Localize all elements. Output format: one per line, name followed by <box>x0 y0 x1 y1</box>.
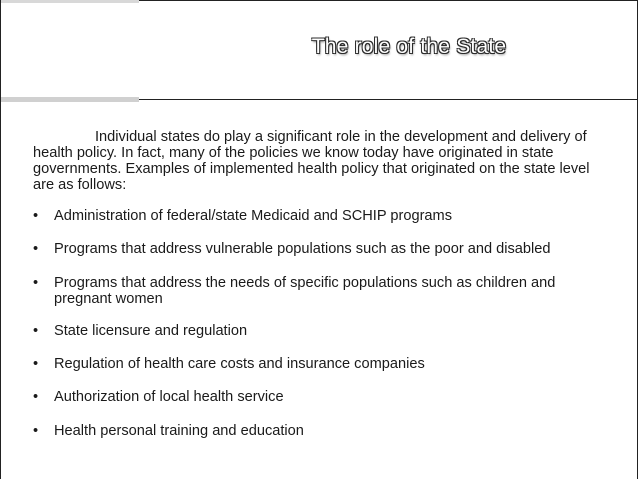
slide-title: The role of the State <box>311 35 507 58</box>
list-item-text: Programs that address the needs of specific populations such as children and pregnant women <box>54 275 556 307</box>
bullet-icon: • <box>33 323 39 339</box>
intro-paragraph: Individual states do play a significant role in the development and delivery of health policy. In fact, many of the policies we know today have originated in state governments. Examples of implemented health policy that originated on the state level are as follows: <box>33 129 590 193</box>
bullet-icon: • <box>33 423 39 439</box>
list-item <box>33 356 613 372</box>
bullet-icon: • <box>33 275 39 291</box>
title-box <box>0 0 638 100</box>
list-item <box>33 275 613 307</box>
bullet-icon: • <box>33 241 39 257</box>
list-item-text: State licensure and regulation <box>54 323 248 339</box>
list-item <box>33 423 613 439</box>
list-item-text: Health personal training and education <box>54 423 304 439</box>
title-top-accent <box>1 0 139 3</box>
list-item <box>33 208 613 224</box>
list-item-text: Authorization of local health service <box>54 389 284 405</box>
bullet-icon: • <box>33 208 39 224</box>
list-item <box>33 323 613 339</box>
bullet-icon: • <box>33 389 39 405</box>
list-item <box>33 389 613 405</box>
list-item-text: Administration of federal/state Medicaid and SCHIP programs <box>54 208 453 224</box>
list-item <box>33 241 613 257</box>
bullet-icon: • <box>33 356 39 372</box>
list-item-text: Programs that address vulnerable populations such as the poor and disabled <box>54 241 551 257</box>
list-item-text: Regulation of health care costs and insurance companies <box>54 356 425 372</box>
